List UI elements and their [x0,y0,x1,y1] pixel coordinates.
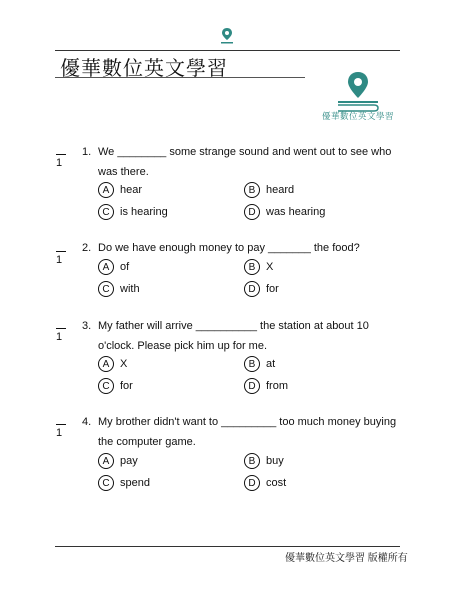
option-letter: D [244,204,260,220]
option-text: buy [266,455,284,467]
question-number: 2. [82,242,92,254]
score-blank [56,424,66,425]
question-text-cont: o'clock. Please pick him up for me. [98,340,268,352]
question-number: 4. [82,416,92,428]
option-c[interactable] [98,377,133,395]
option-b[interactable] [244,452,284,470]
option-d[interactable] [244,203,325,221]
option-text: at [266,358,276,370]
question-text: My brother didn't want to _________ too much money buying [98,416,397,428]
option-letter: C [98,475,114,491]
question-number: 3. [82,320,92,332]
option-text: pay [120,455,138,467]
option-d[interactable] [244,377,288,395]
question-point: 1 [56,427,63,439]
option-text: X [120,358,128,370]
question-number: 1. [82,146,92,158]
score-blank [56,251,66,252]
question-point: 1 [56,157,63,169]
option-text: from [266,380,288,392]
option-text: of [120,261,130,273]
question-text-cont: was there. [98,166,149,178]
option-text: hear [120,184,143,196]
option-text: with [120,283,140,295]
option-letter: B [244,259,260,275]
option-b[interactable] [244,355,275,373]
question-text: We ________ some strange sound and went out to see who [98,146,392,158]
option-text: spend [120,477,150,489]
option-letter: A [98,356,114,372]
option-letter: A [98,259,114,275]
question-text: Do we have enough money to pay _______ the food? [98,242,360,254]
question-point: 1 [56,331,63,343]
footer-rule [55,546,400,547]
question-text-cont: the computer game. [98,436,196,448]
question-point: 1 [56,254,63,266]
option-letter: D [244,281,260,297]
option-text: is hearing [120,206,168,218]
option-a[interactable] [98,452,138,470]
option-a[interactable] [98,181,142,199]
option-b[interactable] [244,181,294,199]
option-letter: B [244,453,260,469]
option-letter: C [98,378,114,394]
header-rule [55,50,400,51]
option-text: X [266,261,274,273]
option-a[interactable] [98,355,127,373]
brand-name: 優華數位英文學習 [321,111,394,121]
option-letter: A [98,453,114,469]
location-pin-logo-icon [217,26,237,46]
option-d[interactable] [244,474,286,492]
title-underline [55,77,305,78]
option-letter: B [244,356,260,372]
option-letter: D [244,475,260,491]
page-title: 優華數位英文學習 [60,58,228,80]
option-text: for [120,380,133,392]
option-text: cost [266,477,287,489]
option-b[interactable] [244,258,273,276]
option-letter: C [98,281,114,297]
score-blank [56,328,66,329]
option-a[interactable] [98,258,129,276]
option-letter: D [244,378,260,394]
option-text: for [266,283,279,295]
option-c[interactable] [98,474,150,492]
option-c[interactable] [98,203,168,221]
option-text: heard [266,184,295,196]
option-letter: A [98,182,114,198]
option-letter: B [244,182,260,198]
score-blank [56,154,66,155]
option-text: was hearing [266,206,326,218]
option-d[interactable] [244,280,279,298]
option-c[interactable] [98,280,140,298]
option-letter: C [98,204,114,220]
question-text: My father will arrive __________ the station at about 10 [98,320,369,332]
footer-copyright: 優華數位英文學習 版權所有 [285,553,408,564]
